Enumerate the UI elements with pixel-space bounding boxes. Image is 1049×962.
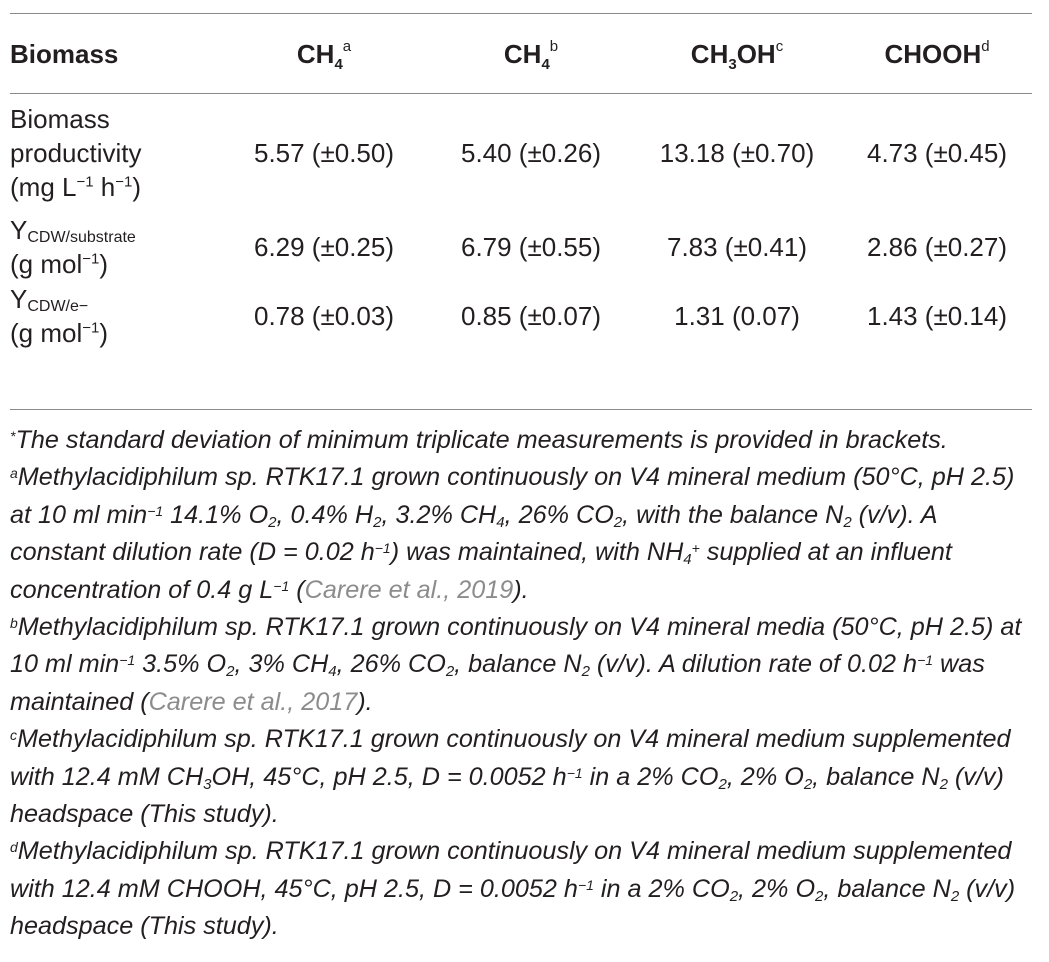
table-row	[10, 213, 1032, 281]
table-header-row	[10, 14, 1032, 93]
header-chooh-d: CHOOH$^d$	[884, 37, 990, 69]
header-ch4-b: $CH_4^b$	[503, 37, 559, 73]
table-cell: 4.73 (±0.45)	[866, 138, 1008, 168]
citation-link[interactable]: Carere et al., 2017	[148, 687, 358, 716]
table-bottom-rule	[10, 409, 1032, 410]
table-cell: 6.29 (±0.25)	[253, 232, 395, 262]
table-cell: 5.40 (±0.26)	[460, 138, 602, 168]
footnote-a: $^a$Methylacidiphilum sp. RTK17.1 grown continuously on V4 mineral medium (50°C, pH 2.5) at 10 ml $\min^{-1} 14.1\%$ $O_2$, 0.4% $H_2$, 3.2% $CH_4$, 26% $CO_2$, with the balance $N_2$ (v/v). A constant dilution rate (D = 0.02 $h^{-1}$) was maintained, with $NH_4^+$ supplied at an influent concentration of 0.4 g $L^{-1}$ (Carere et al., 2019).	[10, 463, 1015, 604]
table-cell: 1.43 (±0.14)	[866, 301, 1008, 331]
table-cell: 7.83 (±0.41)	[666, 232, 808, 262]
header-ch4-a: $CH_4^a$	[296, 37, 352, 73]
row-label-ycdw-substrate: YCDW/substrate (g mol$^{-1}$)	[10, 215, 136, 279]
citation-link[interactable]: Carere et al., 2019	[304, 575, 514, 604]
row-label-ycdw-e: YCDW/e− (g mol$^{-1}$)	[10, 284, 109, 348]
table-cell: 13.18 (±0.70)	[659, 138, 815, 168]
biomass-table	[10, 14, 1032, 351]
table-cell: 5.57 (±0.50)	[253, 138, 395, 168]
table-cell: 0.78 (±0.03)	[253, 301, 395, 331]
table-cell: 6.79 (±0.55)	[460, 232, 602, 262]
table-row	[10, 93, 1032, 213]
table-cell: 0.85 (±0.07)	[460, 301, 602, 331]
footnote-star: *The standard deviation of minimum triplicate measurements is provided in brackets.	[10, 426, 948, 454]
footnote-b: $^b$Methylacidiphilum sp. RTK17.1 grown continuously on V4 mineral media (50°C, pH 2.5) at 10 ml $\min^{-1} 3.5\%$ $O_2$, 3% $CH_4$, 26% $CO_2$, balance $N_2$ (v/v). A dilution rate of 0.02 $h^{-1}$ was maintained (Carere et al., 2017).	[10, 613, 1022, 716]
table-row	[10, 281, 1032, 351]
row-label-biomass-productivity: Biomass productivity (mg $L^{-1}$ $h^{-1}$)	[10, 104, 142, 202]
footnote-c: $^c$Methylacidiphilum sp. RTK17.1 grown continuously on V4 mineral medium supplemented with 12.4 mM $CH_3OH$, 45°C, pH 2.5, D = 0.0052 $h^{-1}$ in a 2% $CO_2$, 2% $O_2$, balance $N_2$ (v/v) headspace (This study).	[10, 725, 1011, 829]
footnote-d: $^d$Methylacidiphilum sp. RTK17.1 grown continuously on V4 mineral medium supplemented with 12.4 mM CHOOH, 45°C, pH 2.5, D = 0.0052 $h^{-1}$ in a 2% $CO_2$, 2% $O_2$, balance $N_2$ (v/v) headspace (This study).	[10, 837, 1016, 941]
table-footnotes	[10, 422, 1035, 946]
table-cell: 1.31 (0.07)	[674, 301, 800, 331]
table-cell: 2.86 (±0.27)	[866, 232, 1008, 262]
header-ch3oh-c: $CH_3OH^c$	[690, 37, 784, 73]
header-biomass: Biomass	[10, 38, 119, 69]
